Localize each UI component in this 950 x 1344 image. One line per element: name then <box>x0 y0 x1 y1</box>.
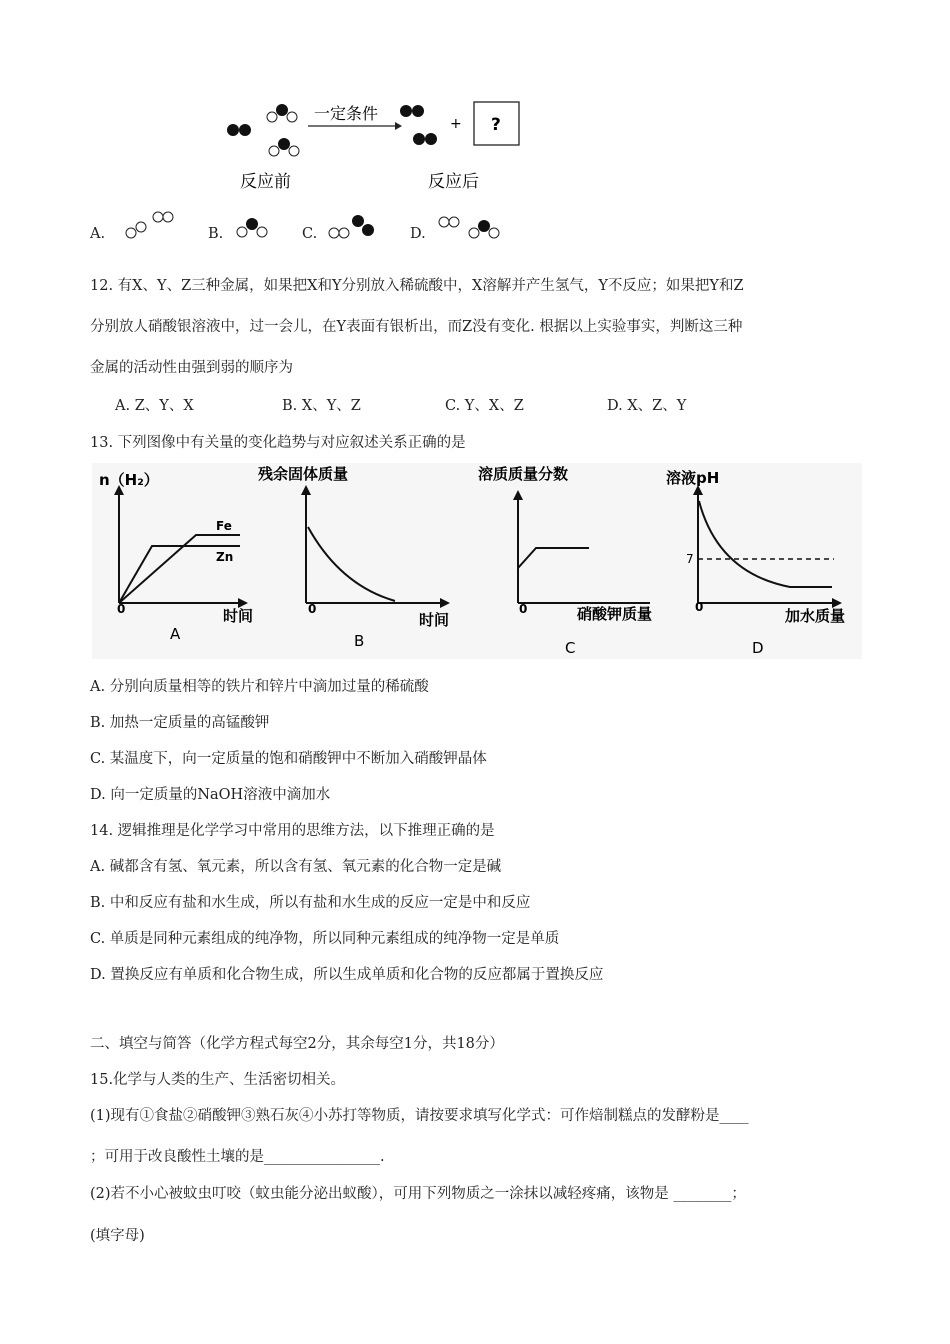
q12-line-2: 分别放人硝酸银溶液中，过一会儿，在Y表面有银析出，而Z没有变化. 根据以上实验事实，判断这三种 <box>90 319 743 335</box>
before-label: 反应前 <box>240 172 291 192</box>
q12-option-c: C. Y、X、Z <box>445 398 524 414</box>
graph-d-origin: 0 <box>695 600 704 614</box>
q15-part-1a: (1)现有①食盐②硝酸钾③熟石灰④小苏打等物质，请按要求填写化学式：可作焙制糕点的发酵粉是____ <box>90 1108 749 1124</box>
graph-a-series-fe: Fe <box>216 519 232 533</box>
q12-option-a: A. Z、Y、X <box>115 398 194 414</box>
graph-b-xlabel: 时间 <box>419 611 450 629</box>
q12-option-b: B. X、Y、Z <box>282 398 361 414</box>
plus-sign: + <box>450 116 462 132</box>
molecule-c <box>329 215 374 238</box>
graph-b-ylabel: 残余固体质量 <box>258 465 349 483</box>
q14-option-c: C. 单质是同种元素组成的纯净物，所以同种元素组成的纯净物一定是单质 <box>90 931 560 947</box>
q14-stem: 14. 逻辑推理是化学学习中常用的思维方法，以下推理正确的是 <box>90 823 495 839</box>
molecule-a <box>126 212 173 238</box>
q15-part-1b: ；可用于改良酸性土壤的是________________. <box>90 1149 385 1165</box>
q15-part-2b: (填字母) <box>90 1228 145 1244</box>
q13-stem: 13. 下列图像中有关量的变化趋势与对应叙述关系正确的是 <box>90 435 466 451</box>
graph-d-letter: D <box>752 639 764 657</box>
q15-stem: 15.化学与人类的生产、生活密切相关。 <box>90 1072 346 1088</box>
graph-b-origin: 0 <box>308 602 317 616</box>
q12-line-3: 金属的活动性由强到弱的顺序为 <box>90 360 293 376</box>
graph-b-letter: B <box>354 632 365 650</box>
graph-c-ylabel: 溶质质量分数 <box>478 465 569 483</box>
graph-a-letter: A <box>170 625 181 643</box>
q11-option-d-label: D. <box>410 226 426 242</box>
reaction-diagram <box>0 0 950 200</box>
graph-a-origin: 0 <box>117 602 126 616</box>
reaction-condition: 一定条件 <box>314 104 379 123</box>
graph-d-tick-7: 7 <box>686 552 694 566</box>
section-2-heading: 二、填空与简答（化学方程式每空2分，其余每空1分，共18分） <box>90 1036 504 1052</box>
q13-option-a: A. 分别向质量相等的铁片和锌片中滴加过量的稀硫酸 <box>90 679 429 695</box>
graph-d-ylabel: 溶液pH <box>666 469 720 487</box>
molecule-d <box>439 217 499 238</box>
q13-graphs <box>0 455 950 660</box>
unknown-mark: ? <box>491 115 501 135</box>
q15-part-2: (2)若不小心被蚊虫叮咬（蚊虫能分泌出蚁酸），可用下列物质之一涂抹以减轻疼痛，该物是 ________； <box>90 1186 746 1202</box>
q13-option-b: B. 加热一定质量的高锰酸钾 <box>90 715 270 731</box>
q14-option-d: D. 置换反应有单质和化合物生成，所以生成单质和化合物的反应都属于置换反应 <box>90 967 604 983</box>
q14-option-a: A. 碱都含有氢、氧元素，所以含有氢、氧元素的化合物一定是碱 <box>90 859 502 875</box>
molecule-b <box>237 218 267 237</box>
before-molecules <box>227 104 299 156</box>
q11-option-molecules <box>0 200 950 250</box>
graph-d-xlabel: 加水质量 <box>785 607 846 625</box>
q11-option-a-label: A. <box>90 226 106 242</box>
q13-option-c: C. 某温度下，向一定质量的饱和硝酸钾中不断加入硝酸钾晶体 <box>90 751 487 767</box>
graph-c-origin: 0 <box>519 602 528 616</box>
graph-a-xlabel: 时间 <box>223 607 254 625</box>
q11-option-c-label: C. <box>302 226 318 242</box>
q14-option-b: B. 中和反应有盐和水生成，所以有盐和水生成的反应一定是中和反应 <box>90 895 531 911</box>
after-label: 反应后 <box>428 172 479 192</box>
after-molecules <box>400 105 437 145</box>
graph-c-xlabel: 硝酸钾质量 <box>577 605 653 623</box>
graph-a-series-zn: Zn <box>216 550 234 564</box>
graph-c-letter: C <box>565 639 576 657</box>
q12-option-d: D. X、Z、Y <box>607 398 687 414</box>
graph-a-ylabel: n（H₂） <box>99 471 159 489</box>
q13-option-d: D. 向一定质量的NaOH溶液中滴加水 <box>90 787 331 803</box>
q11-option-b-label: B. <box>208 226 224 242</box>
q12-line-1: 12. 有X、Y、Z三种金属，如果把X和Y分别放入稀硫酸中，X溶解并产生氢气，Y不反应；如果把Y和Z <box>90 278 744 294</box>
